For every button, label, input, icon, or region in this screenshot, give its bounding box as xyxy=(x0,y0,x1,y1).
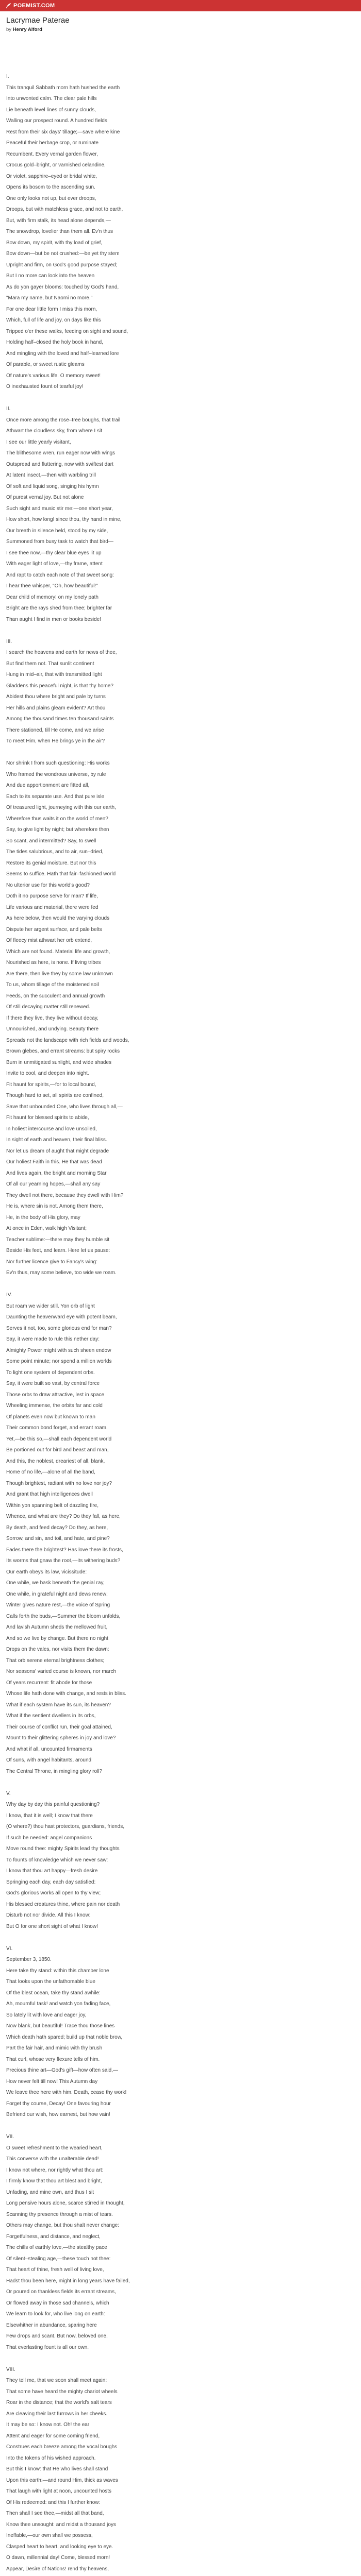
poem-line: Why day by day this painful questioning? xyxy=(6,1802,100,1807)
poem-line: Lie beneath level lines of sunny clouds, xyxy=(6,107,96,113)
poem-line: Clasped heart to heart, and looking eye to eye. xyxy=(6,2544,113,2550)
poem-line: Bow down—but be not crushed:—be yet thy stem xyxy=(6,251,120,257)
poem-line: Attent and eager for some coming friend, xyxy=(6,2433,100,2439)
poem-line: As do yon gayer blooms: touched by God's hand, xyxy=(6,284,119,290)
poem-line: But roam we wider still. Yon orb of light xyxy=(6,1303,95,1309)
poem-line: If there they live, they live without decay, xyxy=(6,1015,99,1021)
poem-line: O sweet refreshment to the wearied heart, xyxy=(6,2145,103,2151)
poem-line: Walling our prospect round. A hundred fields xyxy=(6,118,107,124)
poem-section xyxy=(6,2364,347,2576)
poem-line: Be portioned out for bird and beast and man, xyxy=(6,1447,109,1453)
poem-line: The blithesome wren, run eager now with wings xyxy=(6,450,116,456)
poem-line: Ev'n thus, may some believe, too wide we roam. xyxy=(6,1270,117,1276)
poem-line: Opens its bosom to the ascending sun. xyxy=(6,184,95,190)
poem-line: Which death hath spared; build up that noble brow, xyxy=(6,2034,123,2040)
poem-line: Of nature's various life. O memory sweet! xyxy=(6,372,101,379)
poem-line: Our earth obeys its law, vicissitude: xyxy=(6,1569,87,1575)
poem-line: Each to its separate use. And that pure isle xyxy=(6,793,105,800)
section-numeral: II. xyxy=(6,406,11,412)
poem-line: And lavish Autumn sheds the mellowed fruit, xyxy=(6,1624,108,1630)
poem-line: In sight of earth and heaven, their final bliss. xyxy=(6,1137,107,1143)
poem-line: Then shall I see thee,—midst all that band, xyxy=(6,2511,104,2516)
site-header xyxy=(0,0,361,11)
stanza xyxy=(6,1799,347,1932)
poem-line: Doth it no purpose serve for man? If life, xyxy=(6,893,98,899)
poem-line: Abidest thou where bright and pale by turns xyxy=(6,694,106,700)
poem-line: They tell me, that we soon shall meet again: xyxy=(6,2378,107,2383)
poem-line: I know, that it is well; I know that there xyxy=(6,1812,93,1819)
poem-line: Rest from their six days' tillage;—save where kine xyxy=(6,129,120,135)
poem-line: Are there, then live they by some law unknown xyxy=(6,971,113,977)
poem-line: Calls forth the buds,—Summer the bloom unfolds, xyxy=(6,1613,121,1619)
poem-line: September 3, 1850. xyxy=(6,1957,52,1962)
poem-line: Forgetfulness, and distance, and neglect, xyxy=(6,2233,101,2240)
poem-line: Or poured on thankless fields its errant streams, xyxy=(6,2289,116,2295)
poem-line: And mingling with the loved and half–learned lore xyxy=(6,350,119,357)
poem-line: Now blank, but beautiful! Trace thou those lines xyxy=(6,2023,115,2029)
poem-line: Scanning thy presence through a mist of tears. xyxy=(6,2211,113,2217)
poem-line: And grant that high intelligences dwell xyxy=(6,1492,93,1497)
poem-line: Restore its genial moisture. But nor this xyxy=(6,860,96,866)
poem-line: Of purest vernal joy. But not alone xyxy=(6,495,84,500)
poem-section xyxy=(6,1290,347,1777)
poem-line: Appear, Desire of Nations! rend thy heavens, xyxy=(6,2566,109,2572)
poem-line: Some point minute; nor spend a million worlds xyxy=(6,1359,112,1364)
poem-line: Fit haunt for blessed spirits to abide, xyxy=(6,1115,89,1121)
poem-line: At once in Eden, walk high Visitant; xyxy=(6,1226,87,1231)
stanza xyxy=(6,1301,347,1777)
poem-line: Holding half–closed the holy book in hand, xyxy=(6,340,103,345)
poem-line: Among the thousand times ten thousand saints xyxy=(6,716,114,722)
poem-line: Befriend our wish, how earnest, but how vain! xyxy=(6,2112,110,2117)
poem-line: That orb serene eternal brightness clothes; xyxy=(6,1657,105,1664)
poem-line: Say, to give light by night; but wherefore then xyxy=(6,827,109,833)
poem-line: The Central Throne, in mingling glory roll? xyxy=(6,1768,103,1774)
poem-line: Of the blest ocean, take thy stand awhile: xyxy=(6,1990,101,1996)
poem-line: With eager light of love,—thy frame, attent xyxy=(6,561,103,567)
poem-line: And rapt to catch each note of that sweet song: xyxy=(6,572,114,578)
poem-line: Of suns, with angel habitants, around xyxy=(6,1757,92,1763)
poem-line: Yet,—be this so,—shall each dependent world xyxy=(6,1436,112,1442)
poem-line: This converse with the unalterable dead! xyxy=(6,2156,99,2162)
poem-header xyxy=(6,15,347,33)
poem-line: Drops on the vales, nor visits them the dawn: xyxy=(6,1647,109,1652)
poem-line: Its worms that gnaw the root,—its withering buds? xyxy=(6,1558,121,1564)
poem-line: If such be needed: angel companions xyxy=(6,1835,92,1841)
poem-line: Crocus gold–bright, or varnished celandine, xyxy=(6,162,106,168)
poem-line: Or flowed away in those sad channels, which xyxy=(6,2300,109,2306)
poem-line: Which are not found. Material life and growth, xyxy=(6,948,110,955)
stanza xyxy=(6,415,347,625)
poem-line: Such sight and music stir me:—one short year, xyxy=(6,505,113,512)
poem-author-line xyxy=(6,26,347,33)
poem-line: Of all our yearning hopes,—shall any say xyxy=(6,1181,101,1187)
poem-line: The chills of earthly love,—the stealthy pace xyxy=(6,2245,107,2250)
poem-line: Of soft and liquid song, singing his hymn xyxy=(6,483,99,489)
poem-line: Nor shrink I from such questioning: His works xyxy=(6,760,110,766)
poem-line: Serves it not, too, some glorious end for man? xyxy=(6,1325,112,1331)
poem-line: Athwart the cloudless sky, from where I sit xyxy=(6,428,102,434)
poem-line: It may be so: I know not. Oh! the ear xyxy=(6,2422,90,2428)
poem-line: Here take thy stand: within this chamber lone xyxy=(6,1968,109,1974)
poem-line: To us, whom tillage of the moistened soil xyxy=(6,982,99,988)
poem-line: To light one system of dependent orbs. xyxy=(6,1369,95,1376)
poem-line: How short, how long! since thou, thy hand in mine, xyxy=(6,517,122,522)
poem-line: Outspread and fluttering, now with swiftest dart xyxy=(6,461,113,467)
poem-line: Her hills and plains gleam evident? Art thou xyxy=(6,705,106,711)
poem-line: This tranquil Sabbath morn hath hushed the earth xyxy=(6,84,120,91)
stanza xyxy=(6,1954,347,2121)
poem-section xyxy=(6,403,347,625)
poem-line: Nor further licence give to Fancy's wing: xyxy=(6,1259,97,1265)
poem-line: Nourished as here, is none. If living tribes xyxy=(6,960,101,965)
poem-line: What if the sentient dwellers in its orbs, xyxy=(6,1713,96,1719)
poem-line: Peaceful their herbage crop, or ruminate xyxy=(6,140,99,146)
poem-line: Dispute her argent surface, and pale belts xyxy=(6,926,102,933)
poem-line: Recumbent. Every vernal garden flower, xyxy=(6,151,98,157)
poem-line: One while, in grateful night and dews renew; xyxy=(6,1591,108,1597)
stanza xyxy=(6,2375,347,2576)
poem-section xyxy=(6,2131,347,2353)
stanza xyxy=(6,82,347,393)
poem-line: In holiest intercourse and love unsoiled, xyxy=(6,1126,97,1132)
poem-line: Construes each breeze among the vocal boughs xyxy=(6,2444,118,2450)
poem-line: Tripped o'er these walks, feeding on sight and sound, xyxy=(6,328,128,334)
poem-line: Say, it were built so vast, by central force xyxy=(6,1381,100,1386)
poem-line: Say, it were made to rule this nether day: xyxy=(6,1336,100,1342)
poem-line: There stationed, till He come, and we arise xyxy=(6,727,104,733)
poem-line: Mount to their glittering spheres in joy and love? xyxy=(6,1735,116,1741)
poem-line: I know that thou art happy—fresh desire xyxy=(6,1868,98,1874)
poem-line: Are cleaving their last furrows in her cheeks. xyxy=(6,2411,108,2417)
poem-line: His blessed creatures thine, where pain nor death xyxy=(6,1901,120,1907)
poem-line: Wherefore thus waits it on the world of men? xyxy=(6,816,108,822)
poem-line: Summoned from busy task to watch that bird— xyxy=(6,539,113,545)
poem-line: I search the heavens and earth for news of thee, xyxy=(6,650,117,655)
poem-line: Home of no life,—alone of all the band, xyxy=(6,1469,95,1475)
poem-line: We learn to look for, who live long on earth: xyxy=(6,2311,105,2317)
poem-line: I know not where, nor rightly what thou art: xyxy=(6,2167,104,2173)
poem-line: Of fleecy mist athwart her orb extend, xyxy=(6,938,92,943)
section-numeral: VI. xyxy=(6,1945,13,1952)
poem-line: Precious thine art—God's gift—how often said,— xyxy=(6,2067,119,2073)
poem-line: Ineffable,—our own shall we possess, xyxy=(6,2533,93,2538)
poem-line: Ah, mournful task! and watch yon fading face, xyxy=(6,2001,111,2007)
poem-line: Upright and firm, on God's good purpose stayed; xyxy=(6,262,118,268)
poem-line: What if each system have its sun, its heaven? xyxy=(6,1702,111,1708)
poem-line: Of planets even now but known to man xyxy=(6,1414,95,1420)
poem-line: Our breath in silence held, stood by my side, xyxy=(6,528,108,534)
poem-line: Our holiest Faith in this. He that was dead xyxy=(6,1159,102,1165)
poem-line: That some have heard the mighty chariot wheels xyxy=(6,2388,118,2395)
poem-line: By death, and feed decay? Do they, as here, xyxy=(6,1524,108,1531)
poem-line: Fit haunt for spirits,—for to local bound, xyxy=(6,1081,96,1088)
poem-line: And what if all, uncounted firmaments xyxy=(6,1746,92,1752)
poem-line: Life various and material, there were fed xyxy=(6,904,99,910)
poem-line: (O where?) thou hast protectors, guardians, friends, xyxy=(6,1824,125,1829)
poem-line: O inexhausted fount of tearful joy! xyxy=(6,384,84,389)
poem-line: Who framed the wondrous universe, by rule xyxy=(6,771,106,777)
poem-line: Within yon spanning belt of dazzling fire, xyxy=(6,1502,99,1509)
poem-line: I see our little yearly visitant, xyxy=(6,439,71,445)
poem-line: Of years recurrent: fit abode for those xyxy=(6,1680,92,1686)
poem-section xyxy=(6,636,347,1279)
poem-line: To meet Him, when He brings ye in the air? xyxy=(6,738,105,744)
poem-line: Fades there the brightest? Has love there its frosts, xyxy=(6,1547,123,1553)
poem-line: And this, the noblest, dreariest of all, blank, xyxy=(6,1458,105,1464)
quill-icon xyxy=(5,3,11,9)
poem-line: Of parable, or sweet rustic gleams xyxy=(6,362,85,367)
poem-line: Disturb not nor divide. All this I know: xyxy=(6,1912,91,1918)
poem-line: Of His redeemed: and this I further know: xyxy=(6,2499,101,2505)
poem-line: But I no more can look into the heaven xyxy=(6,273,95,279)
poem-line: But, with firm stalk, its head alone depends,— xyxy=(6,217,111,224)
poem-line: That laugh with light at noon, uncounted hosts xyxy=(6,2488,112,2494)
site-logo-text: POEMIST.COM xyxy=(13,3,55,9)
author-prefix: by xyxy=(6,27,12,32)
section-numeral: VIII. xyxy=(6,2366,15,2372)
poem-line: God's glorious works all open to thy view; xyxy=(6,1890,101,1896)
poem-line: Once more among the rose–tree boughs, that trail xyxy=(6,417,121,423)
poem-line: To founts of knowledge which we never saw: xyxy=(6,1857,108,1863)
section-numeral: III. xyxy=(6,638,12,645)
poem-line: Beside His feet, and learn. Here let us pause: xyxy=(6,1248,110,1253)
poem-body xyxy=(6,71,347,2576)
poem-line: Springing each day, each day satisfied: xyxy=(6,1879,96,1885)
poem-line: Spreads not the landscape with rich fields and woods, xyxy=(6,1037,129,1043)
author-link[interactable]: Henry Alford xyxy=(12,27,42,32)
poem-section xyxy=(6,1788,347,1933)
poem-line: Unnourished, and undying. Beauty there xyxy=(6,1026,99,1032)
poem-line: Of treasured light, journeying with this our earth, xyxy=(6,805,116,810)
poem-line: Move round thee: mighty Spirits lead thy thoughts xyxy=(6,1846,120,1852)
poem-line: Upon this earth:—and round Him, thick as waves xyxy=(6,2477,118,2483)
poem-line: Which, full of life and joy, on days like this xyxy=(6,317,101,323)
poem-line: Whence, and what are they? Do they fall, as here, xyxy=(6,1514,121,1519)
poem-line: Those orbs to draw attractive, lest in space xyxy=(6,1392,105,1398)
poem-line: The tides salubrious, and to air, sun–dried, xyxy=(6,849,104,855)
poem-line: That heart of thine, fresh well of living love, xyxy=(6,2267,104,2273)
poem-line: Of silent–stealing age,—these touch not thee: xyxy=(6,2256,111,2262)
section-numeral: V. xyxy=(6,1790,11,1797)
poem-line: Hadst thou been here, might in long years have failed, xyxy=(6,2278,130,2284)
poem-line: Save that unbounded One, who lives through all,— xyxy=(6,1104,123,1110)
poem-line: Part the fair hair, and mimic with thy brush xyxy=(6,2045,103,2051)
poem-line: Nor let us dream of aught that might degrade xyxy=(6,1148,109,1154)
poem-line: And so we live by change. But there no night xyxy=(6,1635,108,1641)
poem-line: Their course of conflict run, their goal attained, xyxy=(6,1724,112,1730)
poem-line: Know thee unsought: and midst a thousand joys xyxy=(6,2521,116,2528)
poem-line: Winter gives nature rest,—the voice of Spring xyxy=(6,1602,110,1608)
poem-line: Wheeling immense, the orbits far and cold xyxy=(6,1403,103,1409)
poem-line: Teacher sublime:—there may they humble sit xyxy=(6,1236,110,1243)
poem-line: Feeds, on the succulent and annual growth xyxy=(6,993,105,999)
poem-line: Than aught I find in men or books beside! xyxy=(6,616,102,622)
poem-line: Invite to cool, and deepen into night. xyxy=(6,1071,89,1076)
poem-line: Though brightest, radiant with no love nor joy? xyxy=(6,1480,112,1486)
poem-line: That everlasting fount is all our own. xyxy=(6,2344,89,2350)
poem-line: How never felt till now! This Autumn day xyxy=(6,2078,98,2084)
poem-title: Lacrymae Paterae xyxy=(6,16,70,25)
poem-line: But this I know: that He who lives shall stand xyxy=(6,2466,108,2472)
poem-line: Their common bond forget, and errant roam. xyxy=(6,1425,108,1431)
poem-line: O dawn, millennial day! Come, blessed morn! xyxy=(6,2555,110,2561)
poem-line: Though hard to set, all spirits are confined, xyxy=(6,1093,104,1098)
poem-line: Burn in unmitigated sunlight, and wide shades xyxy=(6,1059,112,1065)
poem-line: Of still decaying matter still renewed. xyxy=(6,1004,90,1010)
poem-line: The snowdrop, lovelier than them all. Ev'n thus xyxy=(6,229,113,234)
section-numeral: VII. xyxy=(6,2134,14,2140)
section-numeral: I. xyxy=(6,74,9,79)
poem-line: I see thee now,—thy clear blue eyes lit up xyxy=(6,550,102,556)
poem-line: That curl, whose very flexure tells of him. xyxy=(6,2056,100,2062)
poem-line: They dwell not there, because they dwell with Him? xyxy=(6,1192,124,1198)
poem-line: "Mara my name, but Naomi no more." xyxy=(6,295,93,301)
poem-line: Roar in the distance; that the world's salt tears xyxy=(6,2400,112,2405)
site-logo-link[interactable] xyxy=(5,0,55,11)
poem-line: Elsewhither in abundance, sparing here xyxy=(6,2322,97,2328)
poem-line: I firmly know that thou art blest and bright, xyxy=(6,2178,102,2184)
poem-line: I hear thee whisper, "Oh, how beautiful!" xyxy=(6,583,98,589)
poem-section xyxy=(6,71,347,393)
poem-line: Nor seasons' varied course is known, nor march xyxy=(6,1669,117,1674)
poem-line: As here below, then would the varying clouds xyxy=(6,916,110,921)
poem-line: And due apportionment are fitted all, xyxy=(6,783,90,788)
poem-line: Into unwonted calm. The clear pale hills xyxy=(6,96,97,101)
poem-line: Few drops and scant. But now, beloved one, xyxy=(6,2333,108,2339)
poem-line: That looks upon the unfathomable blue xyxy=(6,1979,95,1985)
stanza xyxy=(6,647,347,747)
poem-line: Droops, but with matchless grace, and not to earth, xyxy=(6,207,123,212)
poem-line: He is, where sin is not. Among them there, xyxy=(6,1204,103,1209)
poem-line: Brown glebes, and errant streams: but spiry rocks xyxy=(6,1048,120,1054)
poem-section xyxy=(6,1943,347,2121)
poem-line: Into the tokens of his wished approach. xyxy=(6,2455,96,2461)
poem-line: Gladdens this peaceful night, is that thy home? xyxy=(6,683,113,689)
poem-line: Dear child of memory! on my lonely path xyxy=(6,594,99,600)
poem-line: Hung in mid–air, that with transmitted light xyxy=(6,672,102,677)
poem-line: Bow down, my spirit, with thy load of grief, xyxy=(6,240,103,246)
poem-line: One while, we bask beneath the genial ray, xyxy=(6,1580,105,1586)
poem-line: One only looks not up, but ever droops, xyxy=(6,195,96,201)
poem-line: Long pensive hours alone, scarce stirred in thought, xyxy=(6,2200,125,2206)
poem-line: Almighty Power might with such sheen endow xyxy=(6,1347,111,1353)
poem-line: No ulterior use for this world's good? xyxy=(6,882,90,888)
poem-line: Daunting the heavenward eye with potent beam, xyxy=(6,1314,117,1320)
stanza xyxy=(6,758,347,1279)
poem-line: Bright are the rays shed from thee; brighter far xyxy=(6,605,112,611)
section-numeral: IV. xyxy=(6,1292,12,1298)
poem-line: But find them not. That sunlit continent xyxy=(6,660,94,667)
poem-line: We leave thee here with him. Death, cease thy work! xyxy=(6,2090,127,2095)
poem-line: But O for one short sight of what I know! xyxy=(6,1923,98,1929)
poem-line: Whose life hath done with change, and rests in bliss. xyxy=(6,1691,126,1697)
poem-line: Unfading, and mine own, and thus I sit xyxy=(6,2189,94,2195)
poem-line: Sorrow, and sin, and toil, and hate, and pine? xyxy=(6,1536,110,1541)
poem-line: Forget thy course, Decay! One favouring hour xyxy=(6,2100,111,2107)
poem-line: At latent insect,—then with warbling trill xyxy=(6,472,96,478)
poem-line: He, in the body of His glory, may xyxy=(6,1214,80,1221)
poem-line: And lives again, the bright and morning Star xyxy=(6,1170,107,1176)
poem-line: Or violet, sapphire–eyed or bridal white, xyxy=(6,173,97,179)
poem-line: Seems to suffice. Hath that fair–fashioned world xyxy=(6,871,116,877)
poem-line: Others may change, but thou shalt never change: xyxy=(6,2223,120,2228)
poem-line: So lately lit with love and eager joy, xyxy=(6,2012,87,2018)
poem-line: So scant, and intermitted? Say, to swell xyxy=(6,838,96,844)
stanza xyxy=(6,2143,347,2353)
poem-line: For one dear little form I miss this morn, xyxy=(6,306,97,312)
